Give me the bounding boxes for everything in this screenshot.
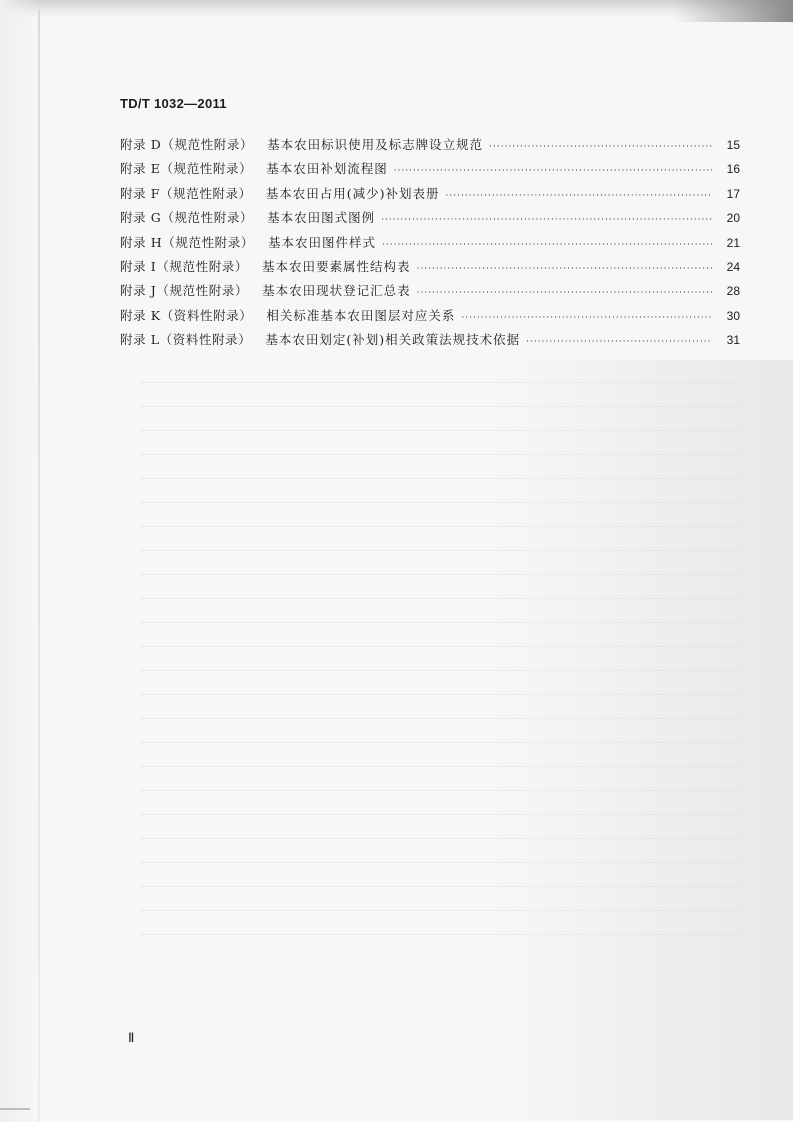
toc-entry-title: 相关标准基本农田图层对应关系 [266,307,456,323]
toc-entry-appendix-f[interactable] [120,184,740,208]
scan-left-edge [38,10,40,1122]
toc-entry-page: 17 [726,186,740,201]
toc-entry-page: 16 [726,162,740,177]
toc-entry-page: 24 [726,259,740,274]
scan-top-right-shadow [673,0,793,22]
toc-entry-prefix: 附录 F（规范性附录） [120,185,252,201]
toc-entry-appendix-i[interactable] [120,257,740,281]
toc-leader-dots [394,166,712,176]
toc-leader-dots [417,288,712,298]
toc-entry-title: 基本农田划定(补划)相关政策法规技术依据 [265,332,521,348]
toc-entry-prefix: 附录 J（规范性附录） [120,283,249,299]
toc-entry-appendix-l[interactable] [120,330,740,354]
toc-leader-dots [417,264,712,274]
toc-entry-title: 基本农田补划流程图 [266,161,388,177]
toc-entry-title: 基本农田现状登记汇总表 [262,283,411,299]
table-of-contents [120,135,740,355]
toc-leader-dots [446,191,712,201]
scan-left-shadow [0,0,40,1122]
toc-entry-page: 21 [726,235,740,250]
page-number: Ⅱ [128,1030,135,1045]
toc-entry-prefix: 附录 G（规范性附录） [120,210,254,226]
toc-entry-prefix: 附录 K（资料性附录） [120,307,253,323]
toc-entry-appendix-d[interactable] [120,135,740,159]
standard-number-header: TD/T 1032—2011 [120,96,227,111]
toc-entry-prefix: 附录 I（规范性附录） [120,258,249,274]
toc-entry-page: 15 [726,138,740,152]
toc-entry-title: 基本农田标识使用及标志牌设立规范 [267,137,484,152]
toc-entry-appendix-h[interactable] [120,233,740,257]
toc-leader-dots [382,240,712,250]
toc-entry-prefix: 附录 E（规范性附录） [120,161,253,177]
toc-entry-appendix-g[interactable] [120,208,740,232]
toc-entry-page: 30 [726,308,740,323]
bleed-through-texture [140,360,740,1060]
toc-leader-dots [526,337,712,347]
toc-entry-title: 基本农田图件样式 [267,234,376,250]
toc-entry-appendix-e[interactable] [120,159,740,183]
toc-leader-dots [461,313,712,323]
toc-entry-title: 基本农田占用(减少)补划表册 [265,185,440,201]
toc-entry-prefix: 附录 D（规范性附录） [120,137,254,152]
toc-entry-title: 基本农田要素属性结构表 [262,258,411,274]
toc-entry-appendix-k[interactable] [120,306,740,330]
toc-leader-dots [489,142,712,152]
toc-entry-prefix: 附录 L（资料性附录） [120,332,252,348]
toc-leader-dots [381,215,712,225]
toc-entry-page: 31 [726,333,740,348]
toc-entry-title: 基本农田图式图例 [267,210,376,226]
toc-entry-appendix-j[interactable] [120,281,740,305]
toc-entry-page: 28 [726,284,740,299]
toc-entry-page: 20 [726,211,740,226]
toc-entry-prefix: 附录 H（规范性附录） [120,234,254,250]
scan-corner-mark [0,1108,30,1110]
